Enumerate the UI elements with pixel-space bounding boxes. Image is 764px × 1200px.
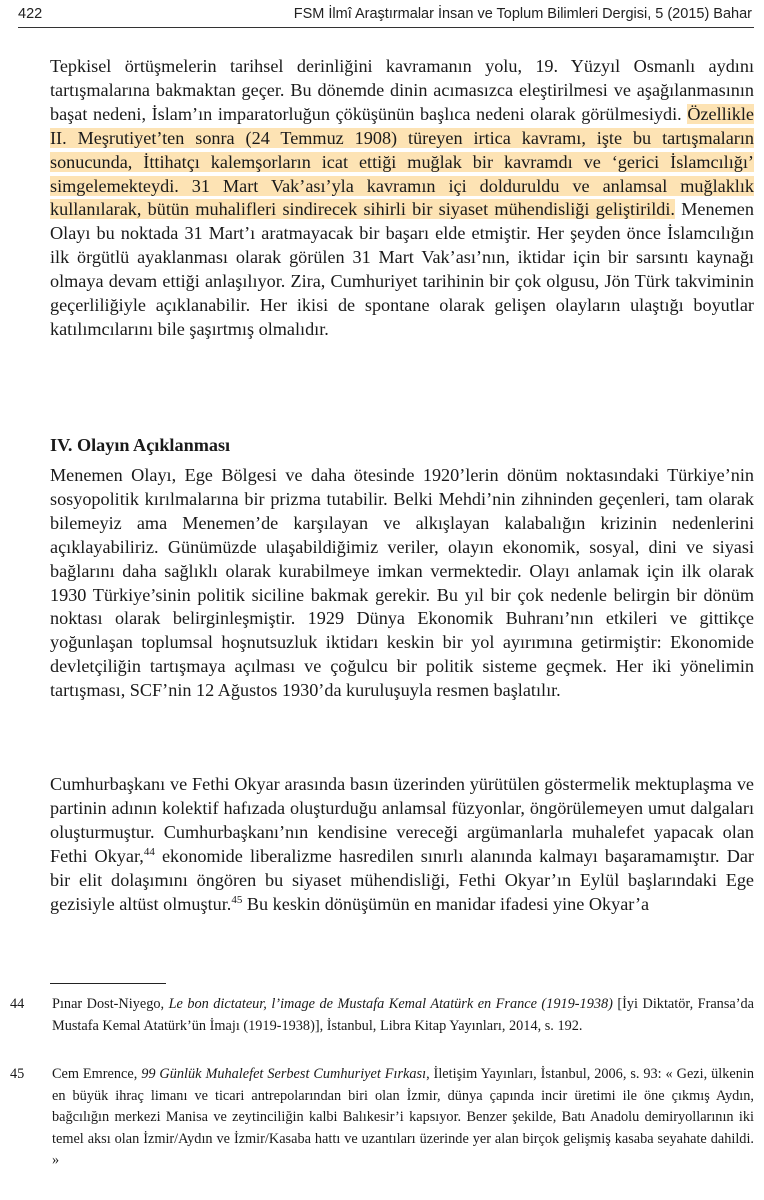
paragraph-3-text-a: Cumhurbaşkanı ve Fethi Okyar arasında basın üzerinden yürütülen göstermelik mektuplaşma ve partinin adının kolektif hafızada oluşturduğu anlamsal füzyonlar, öngörülemeyen umut dalgaları oluşturmuştur. Cumhurbaşkanı’nın kendisine vereceği argümanlarla muhalefet yapacak olan Fethi Okyar, <box>50 774 754 866</box>
footnote-number: 44 <box>10 996 25 1012</box>
journal-title: FSM İlmî Araştırmalar İnsan ve Toplum Bilimleri Dergisi, 5 (2015) Bahar <box>293 6 752 22</box>
footnote-ref-45[interactable]: 45 <box>231 893 243 906</box>
footnote-separator <box>50 983 166 984</box>
paragraph-2 <box>50 464 754 703</box>
footnote-number: 45 <box>10 1066 25 1082</box>
footnote-details: [İyi Diktatör, Fransa’da Mustafa Kemal Atatürk’ün İmajı (1919-1938)], İstanbul, Libra Kitap Yayınları, 2014, s. 192. <box>52 996 754 1034</box>
page-number: 422 <box>18 6 43 22</box>
paragraph-2-text: Menemen Olayı, Ege Bölgesi ve daha ötesinde 1920’lerin dönüm noktasındaki Türkiye’nin sosyopolitik kırılmalarına bir prizma tutabilir. Belki Mehdi’nin zihninden geçenleri, tam olarak bilemeyiz ama Menemen’de karşılayan ve alkışlayan kalabalığın krizinin nedenlerini açıklayabiliriz. Günümüzde ulaşabildiğimiz veriler, olayın ekonomik, sosyal, dini ve siyasi bağlarını daha sağlıklı olarak kurabilmeye imkan vermektedir. Olayı anlamak için ilk olarak 1930 Türkiye’sinin politik siciline bakmak gerekir. Bu yıl bir çok nedenle belirgin bir dönüm noktası olarak belirginleşmiştir. 1929 Dünya Ekonomik Buhranı’nın etkileri ve gittikçe yoğunlaşan toplumsal hoşnutsuzluk iktidarı keskin bir yol ayırımına getirmiştir: Ekonomide devletçiliğin tartışmaya açılması ve çoğulcu bir politik sisteme geçmek. Her iki yönelimin tartışması, SCF’nin 12 Ağustos 1930’da kuruluşuyla resmen başlatılır. <box>50 465 754 701</box>
highlighted-passage: Özellikle II. Meşrutiyet’ten sonra (24 Temmuz 1908) türeyen irtica kavramı, işte bu tartışmaların sonucunda, İttihatçı kalemşorların icat ettiği muğlak bir kavramdı ve ‘gerici İslamcılığı’ simgelemekteydi. 31 Mart Vak’ası’yla kavramın içi dolduruldu ve anlamsal muğlaklık kullanılarak, bütün muhalifleri sindirecek sihirli bir siyaset mühendisliği geliştirildi. <box>50 103 754 220</box>
page-header <box>18 4 752 26</box>
paragraph-1 <box>50 55 754 342</box>
footnote-45 <box>10 1064 754 1172</box>
footnote-title: Le bon dictateur, l’image de Mustafa Kemal Atatürk en France (1919-1938) <box>168 996 613 1012</box>
footnote-author: Pınar Dost-Niyego, <box>52 996 169 1012</box>
footnote-details: , İletişim Yayınları, İstanbul, 2006, s. 93: « Gezi, ülkenin en büyük ihraç limanı ve ticari antrepolarından biri olan İzmir, dünya çapında incir üretimi ile öne çıkmış Aydın, bağcılığın merkezi Manisa ve zeytinciliğin kalbi Balıkesir’i kapsıyor. Benzer şekilde, Batı Anadolu demiryollarının iki temel aksı olan İzmir/Aydın ve İzmir/Kasaba hattı ve uzantıları üzerinde yer alan birçok gelişmiş kasaba seyahate dahildi. » <box>52 1066 754 1169</box>
paragraph-3 <box>50 773 754 916</box>
paragraph-1-text-b: Menemen Olayı bu noktada 31 Mart’ı aratmayacak bir başarı elde etmiştir. Her şeyden önce İslamcılığın ilk örgütlü ayaklanması olarak görülen 31 Mart Vak’ası’nın, iktidar için bir sarsıntı kaynağı olmaya devam ettiği anlaşılıyor. Zira, Cumhuriyet tarihinin bir çok olgusu, Jön Türk takviminin geçerliliğiyle açıklanabilir. Her ikisi de spontane olarak gelişen olayların ulaştığı boyutlar katılımcılarını bile şaşırtmış olmalıdır. <box>50 199 754 339</box>
paragraph-1-text-a: Tepkisel örtüşmelerin tarihsel derinliğini kavramanın yolu, 19. Yüzyıl Osmanlı aydını tartışmalarına bakmaktan geçer. Bu dönemde dinin acımasızca eleştirilmesi ve aşağılanmasının başat nedeni, İslam’ın imparatorluğun çöküşünün başlıca nedeni olarak görülmesiydi. <box>50 56 754 124</box>
header-rule <box>18 27 754 28</box>
paragraph-3-text-b: ekonomide liberalizme hasredilen sınırlı alanında kalmayı başaramamıştır. Dar bir elit dolaşımını öngören bu siyaset mühendisliği, Fethi Okyar’ın Eylül başlarındaki Ege gezisiyle altüst olmuştur. <box>50 845 754 914</box>
footnote-ref-44[interactable]: 44 <box>143 845 155 858</box>
footnote-44 <box>10 994 754 1037</box>
footnote-title: 99 Günlük Muhalefet Serbest Cumhuriyet Fırkası <box>141 1066 427 1082</box>
paragraph-3-text-c: Bu keskin dönüşümün en manidar ifadesi yine Okyar’a <box>242 893 650 914</box>
footnote-author: Cem Emrence, <box>52 1066 142 1082</box>
section-heading: IV. Olayın Açıklanması <box>50 435 231 455</box>
